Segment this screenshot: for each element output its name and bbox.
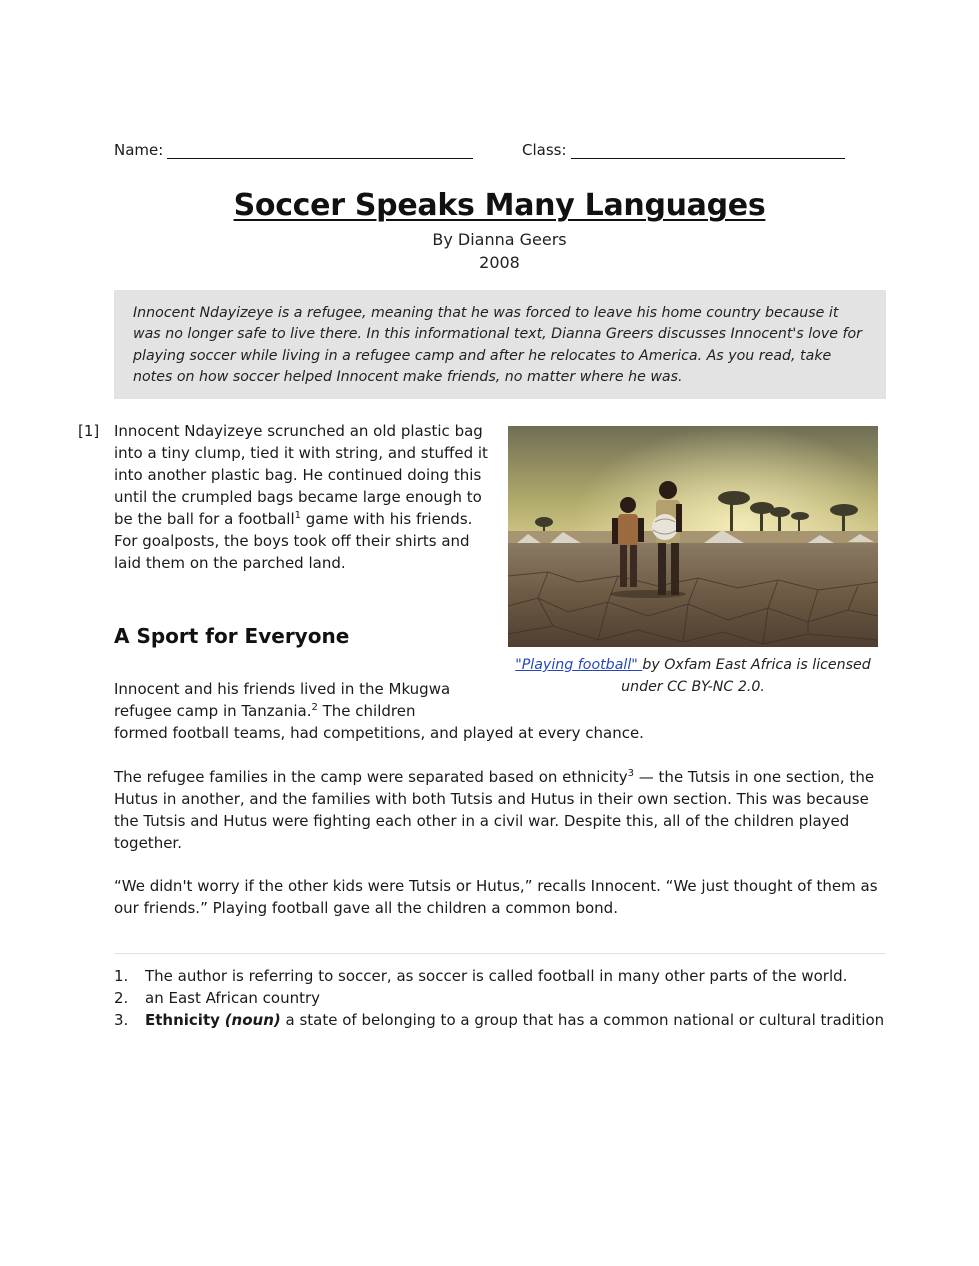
paragraph-2-lead xyxy=(114,678,494,722)
intro-text: Innocent Ndayizeye is a refugee, meaning that he was forced to leave his home country because it was no longer safe to live there. In this informational text, Dianna Greers discusses Innocent's love for playing soccer while living in a refugee camp and after he relocates to America. As you read, take notes on how soccer helped Innocent make friends, no matter where he was. xyxy=(133,305,862,385)
paragraph-4: “We didn't worry if the other kids were Tutsis or Hutus,” recalls Innocent. “We just thought of them as our friends.” Playing football gave all the children a common bond. xyxy=(114,877,878,917)
footnote-text: The author is referring to soccer, as soccer is called football in many other parts of the world. xyxy=(145,967,848,985)
intro-box xyxy=(114,290,886,399)
name-field[interactable] xyxy=(114,141,473,159)
article-byline: By Dianna Geers xyxy=(432,230,567,249)
paragraph-2-text-a: Innocent and his friends lived in the Mkugwa refugee camp in Tanzania. xyxy=(114,680,451,720)
photo-credit-text: by Oxfam East Africa is licensed under CC BY-NC 2.0. xyxy=(621,657,871,695)
paragraph-number: [1] xyxy=(78,422,100,440)
article-title: Soccer Speaks Many Languages xyxy=(233,188,766,223)
footnote-item xyxy=(114,965,886,987)
article-photo xyxy=(508,426,878,647)
paragraph-1-text-b: game with his friends. For goalposts, the boys took off their shirts and laid them on the parched land. xyxy=(114,510,473,572)
article-year: 2008 xyxy=(479,253,520,272)
student-info-row xyxy=(114,141,848,165)
class-field[interactable] xyxy=(522,141,845,159)
paragraph-2-text-b: The children xyxy=(317,702,416,720)
paragraph-1 xyxy=(114,420,492,574)
name-blank-line[interactable] xyxy=(167,142,473,159)
paragraph-1-text-a: Innocent Ndayizeye scrunched an old plastic bag into a tiny clump, tied it with string, and stuffed it into another plastic bag. He continued doing this until the crumpled bags became large enough to be the ball for a football xyxy=(114,422,488,528)
footnote-item xyxy=(114,1009,886,1031)
footnote-term: Ethnicity xyxy=(145,1011,220,1029)
class-blank-line[interactable] xyxy=(571,142,845,159)
footnote-number: 3. xyxy=(114,1011,129,1029)
footnote-item xyxy=(114,987,886,1009)
photo-caption xyxy=(505,654,881,698)
paragraph-3-text-b: — the Tutsis in one section, the Hutus in another, and the families with both Tutsis and Hutus in their own section. This was because the Tutsis and Hutus were fighting each other in a civil war. Despite this, all of the children played together. xyxy=(114,768,875,852)
class-label: Class: xyxy=(522,141,567,159)
footnote-text: an East African country xyxy=(145,989,321,1007)
footnotes-list xyxy=(114,965,886,1031)
footnote-text: a state of belonging to a group that has a common national or cultural tradition xyxy=(280,1011,885,1029)
section-heading: A Sport for Everyone xyxy=(114,624,350,648)
paragraph-3-text-a: The refugee families in the camp were separated based on ethnicity xyxy=(114,768,628,786)
paragraph-3 xyxy=(114,766,888,854)
paragraph-2-continued: formed football teams, had competitions, and played at every chance. xyxy=(114,724,644,742)
footnote-number: 2. xyxy=(114,989,129,1007)
footnote-ref-1[interactable]: 1 xyxy=(294,510,302,521)
footnote-ref-3[interactable]: 3 xyxy=(627,768,635,779)
footnote-part-of-speech: (noun) xyxy=(224,1011,281,1029)
footnote-divider xyxy=(114,953,886,954)
footnote-number: 1. xyxy=(114,967,129,985)
footnote-ref-2[interactable]: 2 xyxy=(311,702,318,713)
photo-credit-link[interactable]: "Playing football" xyxy=(515,657,643,673)
name-label: Name: xyxy=(114,141,164,159)
